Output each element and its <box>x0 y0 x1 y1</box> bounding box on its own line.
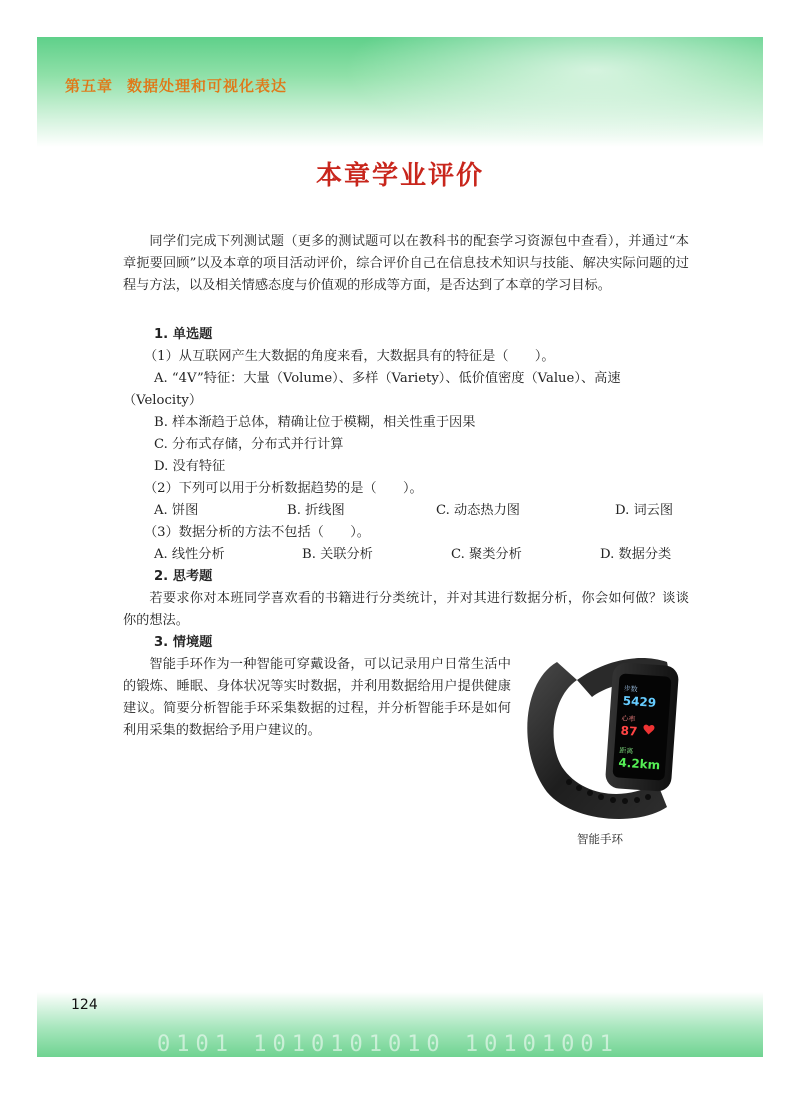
q2-option-d: D. 词云图 <box>615 503 674 518</box>
steps-label: 步数 <box>623 684 638 694</box>
page-number: 124 <box>71 997 98 1013</box>
footer-decoration: 0101 1010101010 10101001 <box>157 1032 619 1057</box>
q3-option-b: B. 关联分析 <box>302 547 373 562</box>
q3-option-c: C. 聚类分析 <box>451 547 522 562</box>
chapter-heading <box>65 75 287 96</box>
q1-option-a-cont: （Velocity） <box>123 393 203 408</box>
header-band <box>37 37 763 147</box>
q1-option-d: D. 没有特征 <box>154 459 226 474</box>
smart-band-image <box>517 642 687 827</box>
q2-option-b: B. 折线图 <box>287 503 345 518</box>
q1-option-b: B. 样本渐趋于总体，精确让位于模糊，相关性重于因果 <box>154 415 476 430</box>
figure-caption: 智能手环 <box>577 832 623 846</box>
steps-value: 5429 <box>622 693 657 710</box>
distance-label: 距离 <box>619 746 634 756</box>
q1-stem: （1）从互联网产生大数据的角度来看，大数据具有的特征是（ ）。 <box>144 349 555 364</box>
q2-stem: （2）下列可以用于分析数据趋势的是（ ）。 <box>144 481 423 496</box>
footer-band <box>37 992 763 1057</box>
q1-option-c: C. 分布式存储，分布式并行计算 <box>154 437 344 452</box>
q2-option-c: C. 动态热力图 <box>436 503 520 518</box>
q3-stem: （3）数据分析的方法不包括（ ）。 <box>144 525 370 540</box>
distance-value: 4.2km <box>617 755 661 773</box>
q2-option-a: A. 饼图 <box>154 503 199 518</box>
page-title: 本章学业评价 <box>315 161 484 191</box>
intro-paragraph: 同学们完成下列测试题（更多的测试题可以在教科书的配套学习资源包中查看），并通过“本章扼要回顾”以及本章的项目活动评价，综合评价自己在信息技术知识与技能、解决实际问题的过程与方法，以及相关情感态度与价值观的形成等方面，是否达到了本章的学习目标。 <box>123 234 689 293</box>
page <box>37 37 763 1057</box>
section-2-text: 若要求你对本班同学喜欢看的书籍进行分类统计，并对其进行数据分析，你会如何做？谈谈你的想法。 <box>123 591 689 628</box>
q3-option-a: A. 线性分析 <box>154 547 225 562</box>
heart-label: 心率 <box>621 714 636 724</box>
section-2-title: 2. 思考题 <box>154 569 213 584</box>
heart-value: 87 <box>620 723 638 739</box>
section-3-text: 智能手环作为一种智能可穿戴设备，可以记录用户日常生活中的锻炼、睡眠、身体状况等实时数据，并利用数据给用户提供健康建议。简要分析智能手环采集数据的过程，并分析智能手环是如何利用采集的数据给予用户建议的。 <box>123 657 511 738</box>
q1-option-a: A. “4V”特征：大量（Volume）、多样（Variety）、低价值密度（Value）、高速 <box>154 371 621 386</box>
chapter-number: 第五章 <box>65 77 114 95</box>
chapter-name: 数据处理和可视化表达 <box>127 77 288 95</box>
q3-option-d: D. 数据分类 <box>600 547 672 562</box>
section-3-title: 3. 情境题 <box>154 635 213 650</box>
section-1-title: 1. 单选题 <box>154 327 213 342</box>
